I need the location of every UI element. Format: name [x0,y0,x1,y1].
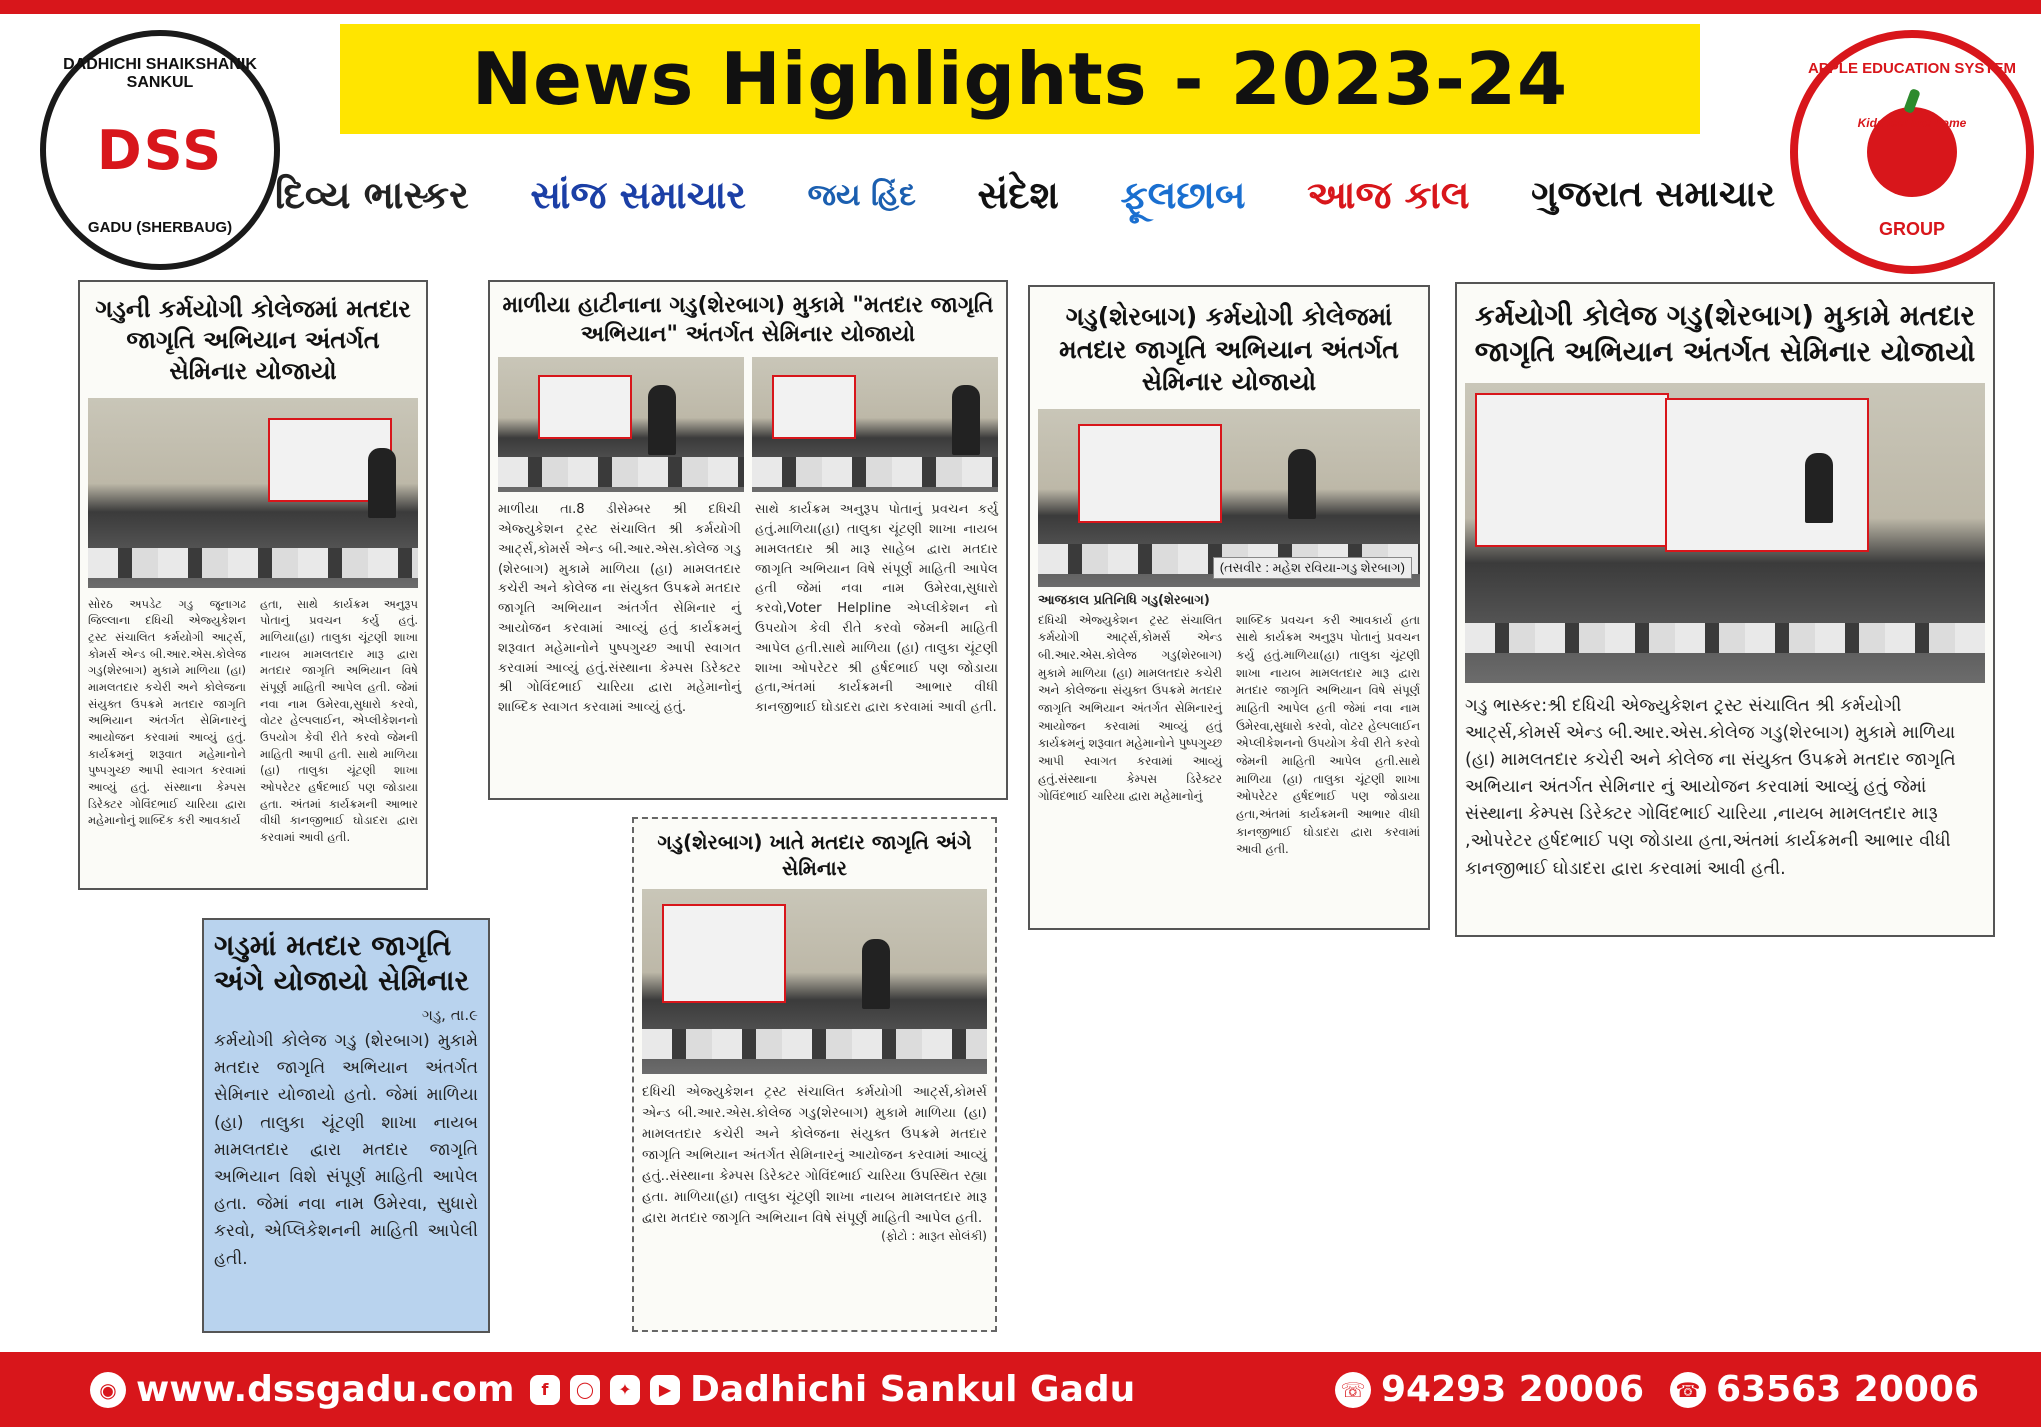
whatsapp-icon: ☏ [1335,1372,1371,1408]
clip-headline: ગડુમાં મતદાર જાગૃતિ અંગે યોજાયો સેમિનાર [214,929,469,997]
clip-dateline: ગડુ, તા.૯ [422,1006,478,1024]
clip-byline: આજકાલ પ્રતિનિધિ ગડુ(શેરબાગ) [1038,592,1210,608]
photo-credit: (ફોટો : મારૂત સોલંકી) [881,1229,987,1244]
news-clip-5 [202,918,490,1333]
twitter-icon[interactable]: ✦ [610,1375,640,1405]
newspaper-logo-phulchhab: ફૂલછાબ [1120,172,1246,217]
clip-body-col-2: શાબ્દિક પ્રવચન કરી આવકાર્ય હતા સાથે કાર્યક્રમ અનુરૂપ પોતાનું પ્રવચન કર્યુ હતું.માળિયા(હા) તાલુકા ચૂંટણી શાખા નાયબ મામલતદાર મારૂ દ્વારા મતદાર જાગૃતિ અભિયાન વિષે સંપૂર્ણ માહિતી આપેલ હતી જેમાં નવા નામ ઉમેરવા,સુધારો કરવો, વોટર હેલ્પલાઈન એપ્લીકેશનનો ઉપયોગ કેવી રીતે કરવો જેમની માહિતી આપેલ હતી.સાથે માળિયા (હા) તાલુકા ચૂંટણી શાખા ઓપરેટર હર્ષદભાઈ પણ જોડાયા હતા,અંતમાં કાર્યક્રમની આભાર વીધી કાનજીભાઈ ઘોડાદરા દ્વારા કરવામાં આવી હતી. [1236,612,1420,857]
newspaper-logo-divya-bhaskar: દિવ્ય ભાસ્કર [275,172,469,217]
clip-photo [1038,409,1420,587]
clip-photo [642,889,987,1074]
news-clip-1 [78,280,428,890]
dss-logo [40,30,280,270]
clip-body-col-2: સાથે કાર્યક્રમ અનુરૂપ પોતાનું પ્રવચન કર્યુ હતું.માળિયા(હા) તાલુકા ચૂંટણી શાખા નાયબ મામલતદાર શ્રી મારૂ સાહેબ દ્વારા મતદાર જાગૃતિ અભિયાન વિષે સંપૂર્ણ માહિતી આપેલ હતી જેમાં નવા નામ ઉમેરવા,સુધારો કરવો,Voter Helpline એપ્લીકેશન નો ઉપયોગ કેવી રીતે કરવો જેમની માહિતી આપેલ હતી.સાથે માળિયા (હા) તાલુકા ચૂંટણી શાખા ઓપરેટર શ્રી હર્ષદભાઈ પણ જોડાયા હતા,અંતમાં કાર્યક્રમની આભાર વીધી કાનજીભાઈ ઘોડાદરા દ્વારા કરવામાં આવી હતી. [755,502,998,716]
instagram-icon[interactable]: ◯ [570,1375,600,1405]
photo-caption: (તસવીર : મહેશ રવિયા-ગડુ શેરબાગ) [1213,557,1412,579]
news-clip-3 [1028,285,1430,930]
newspaper-logo-gujarat-samachar: ગુજરાત સમાચાર [1531,174,1775,216]
clip-photo [88,398,418,588]
news-clip-4 [1455,282,1995,937]
youtube-icon[interactable]: ▶ [650,1375,680,1405]
globe-icon: ◉ [90,1372,126,1408]
apple-logo-tagline: Kids feel like home [1857,116,1967,130]
clip-body: ગડુ ભાસ્કર:શ્રી દધિચી એજ્યુકેશન ટ્રસ્ટ સંચાલિત શ્રી કર્મયોગી આર્ટ્સ,કોમર્સ એન્ડ બી.આર.એસ.કોલેજ ગડુ(શેરબાગ) મુકામે માળિયા (હા) મામલતદાર કચેરી અને કોલેજ ના સંયુક્ત ઉપક્રમે મતદાર જાગૃતિ અભિયાન અંતર્ગત સેમિનાર નું આયોજન કરવામાં આવ્યું હતું જેમાં સંસ્થાના કેમ્પસ ડિરેક્ટર ગોવિંદભાઈ ચારિયા ,નાયબ મામલતદાર મારૂ ,ઓપરેટર હર્ષદભાઈ પણ જોડાયા હતા,અંતમાં કાર્યક્રમની આભાર વીધી કાનજીભાઈ ઘોડાદરા દ્વારા કરવામાં આવી હતી. [1465,695,1956,879]
newspaper-logo-aaj-kaal: આજ કાલ [1307,172,1470,217]
phone-icon: ☎ [1670,1372,1706,1408]
apple-education-logo [1790,30,2034,274]
clip-body-col-2: હતા, સાથે કાર્યક્રમ અનુરૂપ પોતાનું પ્રવચન કર્યુ હતું. માળિયા(હા) તાલુકા ચૂંટણી શાખા નાયબ મામલતદાર મારૂ દ્વારા મતદાર જાગૃતિ અભિયાન વિષે સંપૂર્ણ માહિતી આપેલ હતી. જેમાં નવા નામ ઉમેરવા,સુધારો કરવો, વોટર હેલ્પલાઈન, એપ્લીકેશનનો ઉપયોગ કેવી રીતે કરવો જેમની માહિતી આપી હતી. સાથે માળિયા (હા) તાલુકા ચૂંટણી શાખા ઓપરેટર હર્ષદભાઈ પણ જોડાયા હતા. અંતમાં કાર્યક્રમની આભાર વીધી કાનજીભાઈ ઘોડાદરા દ્વારા કરવામાં આવી હતી. [260,596,418,844]
footer-whatsapp[interactable] [1335,1369,1644,1410]
footer-bar [0,1352,2041,1427]
website-link[interactable]: www.dssgadu.com [136,1369,515,1410]
newspaper-logo-sandesh: સંદેશ [977,172,1059,217]
footer-website[interactable] [90,1369,515,1410]
dss-logo-bottom-text: GADU (SHERBAUG) [87,219,233,236]
phone-number[interactable]: 63563 20006 [1716,1369,1980,1410]
clip-headline: ગડુ(શેરબાગ) કર્મયોગી કોલેજમાં મતદાર જાગૃતિ અભિયાન અંતર્ગત સેમિનાર યોજાયો [1059,302,1399,396]
clip-photo-right [752,357,998,492]
facebook-icon[interactable]: f [530,1375,560,1405]
footer-phone[interactable] [1670,1369,1979,1410]
newspaper-logo-sanj-samachar: સાંજ સમાચાર [530,172,746,217]
social-handle[interactable]: Dadhichi Sankul Gadu [690,1369,1136,1410]
clip-body: કર્મયોગી કોલેજ ગડુ (શેરબાગ) મુકામે મતદાર જાગૃતિ અભિયાન અંતર્ગત સેમિનાર યોજાયો હતો. જેમાં માળિયા (હા) તાલુકા ચૂંટણી શાખા નાયબ મામલતદાર દ્વારા મતદાર જાગૃતિ અભિયાન વિશે સંપૂર્ણ માહિતી આપેલ હતા. જેમાં નવા નામ ઉમેરવા, સુધારો કરવો, એપ્લિકેશનની માહિતી આપેલી હતી. [214,1031,478,1269]
clip-headline: ગડુ(શેરબાગ) ખાતે મતદાર જાગૃતિ અંગે સેમિનાર [657,830,972,880]
clip-body-col-1: માળીયા તા.8 ડીસેમ્બર શ્રી દધિચી એજ્યુકેશન ટ્રસ્ટ સંચાલિત શ્રી કર્મયોગી આર્ટ્સ,કોમર્સ એન્ડ બી.આર.એસ.કોલેજ ગડુ (શેરબાગ) મુકામે માળિયા (હા) મામલતદાર કચેરી અને કોલેજ ના સંયુક્ત ઉપક્રમે મતદાર જાગૃતિ અભિયાન અંતર્ગત સેમિનાર નું આયોજન કરવામાં આવ્યું હતું કાર્યક્રમનું શરૂવાત મહેમાનોને પુષ્પગુચ્છ આપી સ્વાગત કરવામાં આવ્યું હતું.સંસ્થાના કેમ્પસ ડિરેક્ટર શ્રી ગોવિંદભાઈ ચારિયા દ્વારા મહેમાનોનું શાબ્દિક સ્વાગત કરવામાં આવ્યું હતું. [498,502,741,716]
clip-headline: કર્મયોગી કોલેજ ગડુ(શેરબાગ) મુકામે મતદાર જાગૃતિ અભિયાન અંતર્ગત સેમિનાર યોજાયો [1474,299,1976,369]
clip-body-col-1: સોરઠ અપડેટ ગડુ જૂનાગઢ જિલ્લાના દધિચી એજ્યુકેશન ટ્રસ્ટ સંચાલિત કર્મયોગી આર્ટ્સ, કોમર્સ એન્ડ બી.આર.એસ.કોલેજ ગડુ(શેરબાગ) મુકામે માળિયા (હા) મામલતદાર કચેરી અને કોલેજના સંયુક્ત ઉપક્રમે મતદાર જાગૃતિ અભિયાન અંતર્ગત સેમિનારનું આયોજન કરવામાં આવ્યું હતું. કાર્યક્રમનું શરૂવાત મહેમાનોને પુષ્પગુચ્છ આપી સ્વાગત કરવામાં આવ્યું હતું. સંસ્થાના કેમ્પસ ડિરેક્ટર ગોવિંદભાઈ ચારિયા દ્વારા મહેમાનોનું શાબ્દિક કરી આવકાર્ય [88,596,246,828]
news-clip-6 [632,817,997,1332]
top-red-border [0,0,2041,14]
clip-body: દધિચી એજ્યુકેશન ટ્રસ્ટ સંચાલિત કર્મયોગી આર્ટ્સ,કોમર્સ એન્ડ બી.આર.એસ.કોલેજ ગડુ(શેરબાગ) મુકામે માળિયા (હા) મામલતદાર કચેરી અને કોલેજના સંયુક્ત ઉપક્રમે મતદાર જાગૃતિ અભિયાન અંતર્ગત સેમિનારનું આયોજન કરવામાં આવ્યું હતું..સંસ્થાના કેમ્પસ ડિરેક્ટર ગોવિંદભાઈ ચારિયા ઉપસ્થિત રહ્યા હતા. માળિયા(હા) તાલુકા ચૂંટણી શાખા નાયબ મામલતદાર મારૂ દ્વારા મતદાર જાગૃતિ અભિયાન વિષે સંપૂર્ણ માહિતી આપેલ હતી. [642,1084,987,1227]
apple-logo-top-text: APPLE EDUCATION SYSTEM [1807,60,2017,77]
dss-logo-top-text: DADHICHI SHAIKSHANIK SANKUL [63,56,257,91]
clip-photo [1465,383,1985,683]
page-title: News Highlights - 2023-24 [340,24,1700,134]
clip-headline: માળીયા હાટીનાના ગડુ(શેરબાગ) મુકામે "મતદાર જાગૃતિ અભિયાન" અંતર્ગત સેમિનાર યોજાયો [502,293,994,347]
clip-body-col-1: દધિચી એજ્યુકેશન ટ્રસ્ટ સંચાલિત કર્મયોગી આર્ટ્સ,કોમર્સ એન્ડ બી.આર.એસ.કોલેજ ગડુ(શેરબાગ) મુકામે માળિયા (હા) મામલતદાર કચેરી અને કોલેજના સંયુક્ત ઉપક્રમે મતદાર જાગૃતિ અભિયાન અંતર્ગત સેમિનારનું આયોજન કરવામાં આવ્યું હતું કાર્યક્રમનું શરૂવાત મહેમાનોને પુષ્પગુચ્છ આપી સ્વાગત કરવામાં આવ્યું હતું.સંસ્થાના કેમ્પસ ડિરેક્ટર ગોવિંદભાઈ ચારિયા દ્વારા મહેમાનોનું [1038,612,1222,804]
clip-headline: ગડુની કર્મયોગી કોલેજમાં મતદાર જાગૃતિ અભિયાન અંતર્ગત સેમિનાર યોજાયો [95,295,411,386]
dss-logo-mark: DSS [96,118,224,182]
newspaper-logos [275,150,1775,240]
newspaper-logo-jai-hind: જય હિંદ [807,177,916,213]
news-clip-2 [488,280,1008,800]
whatsapp-number[interactable]: 94293 20006 [1381,1369,1645,1410]
apple-logo-bottom-text: GROUP [1878,219,1945,239]
clip-photo-left [498,357,744,492]
footer-social[interactable] [530,1369,1135,1410]
